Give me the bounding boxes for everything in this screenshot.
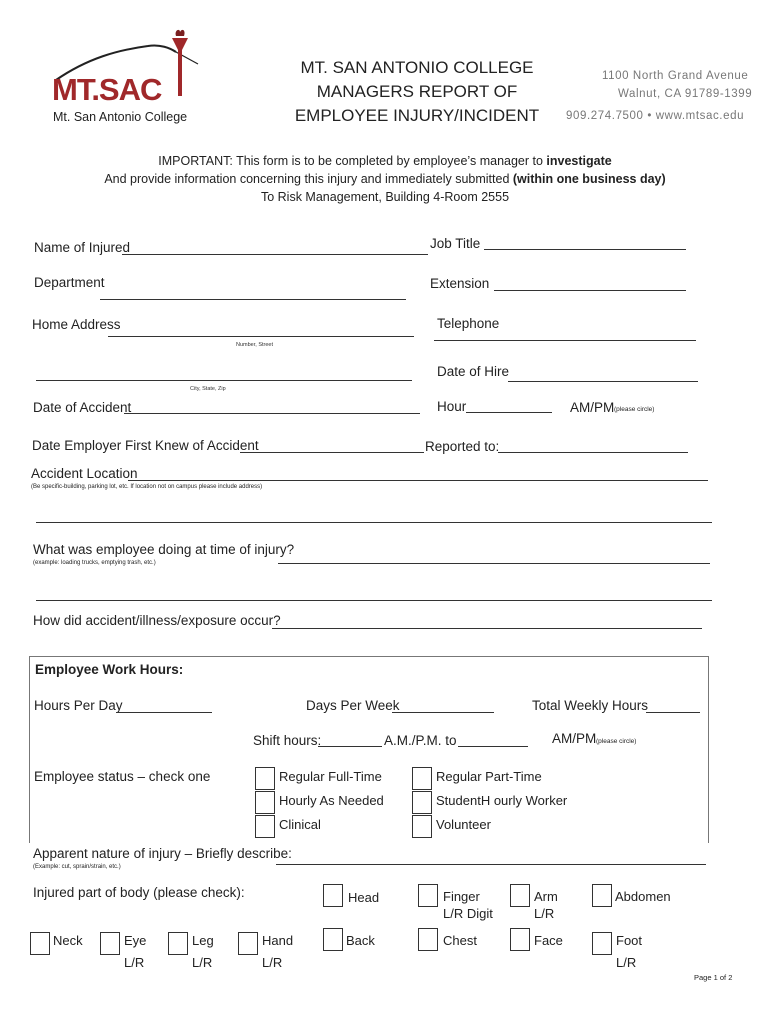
body-label-arm: Arm (534, 889, 558, 904)
body-checkbox-eye[interactable] (100, 932, 120, 955)
logo-subtitle: Mt. San Antonio College (53, 110, 188, 124)
important-line-2: And provide information concerning this injury and immediately submitted (104, 172, 513, 186)
status-checkbox-clinical[interactable] (255, 815, 275, 838)
status-label-student-hourly: StudentH ourly Worker (436, 793, 568, 808)
shift-hours-label: Shift hours: (253, 733, 322, 748)
telephone-label: Telephone (437, 316, 500, 331)
date-employer-knew-line[interactable] (240, 452, 424, 453)
reported-to-label: Reported to: (425, 439, 500, 454)
how-occur-label: How did accident/illness/exposure occur? (33, 613, 281, 628)
accident-location-line-2[interactable] (36, 522, 712, 523)
body-checkbox-neck[interactable] (30, 932, 50, 955)
body-label-face: Face (534, 933, 563, 948)
body-label-neck: Neck (53, 933, 83, 948)
reported-to-line[interactable] (498, 452, 688, 453)
date-of-hire-line[interactable] (508, 381, 698, 382)
body-label-leg: Leg (192, 933, 214, 948)
extension-label: Extension (430, 276, 490, 291)
status-checkbox-regular-part-time[interactable] (412, 767, 432, 790)
how-occur-line[interactable] (272, 628, 702, 629)
body-checkbox-arm[interactable] (510, 884, 530, 907)
body-checkbox-chest[interactable] (418, 928, 438, 951)
extension-line[interactable] (494, 290, 686, 291)
home-address-label: Home Address (32, 317, 121, 332)
body-label-hand-lr: L/R (262, 955, 283, 970)
name-of-injured-line[interactable] (122, 254, 428, 255)
important-notice (0, 152, 770, 206)
hours-per-day-label: Hours Per Day (34, 698, 123, 713)
name-of-injured-label: Name of Injured (34, 240, 131, 255)
form-title-line-2: MANAGERS REPORT OF (316, 82, 518, 101)
shift-ampm-label: AM/PM (552, 731, 597, 746)
date-of-hire-label: Date of Hire (437, 364, 510, 379)
city-state-zip-hint: City, State, Zip (190, 386, 226, 392)
what-doing-hint: (example: loading trucks, emptying trash, etc.) (33, 560, 156, 566)
body-label-foot: Foot (616, 933, 643, 948)
hour-label: Hour (437, 399, 467, 414)
body-label-head: Head (348, 890, 380, 905)
employee-status-label: Employee status – check one (34, 769, 211, 784)
department-line[interactable] (100, 299, 406, 300)
body-checkbox-back[interactable] (323, 928, 343, 951)
what-doing-label: What was employee doing at time of injury? (33, 542, 295, 557)
important-line-2-bold: (within one business day) (512, 172, 666, 186)
important-line-1-bold: investigate (546, 154, 612, 168)
shift-start-line[interactable] (318, 746, 382, 747)
department-label: Department (34, 275, 105, 290)
body-checkbox-finger[interactable] (418, 884, 438, 907)
status-label-regular-full-time: Regular Full-Time (279, 769, 382, 784)
accident-location-line[interactable] (128, 480, 708, 481)
number-street-hint: Number, Street (236, 342, 273, 348)
accident-ampm-label: AM/PM (570, 400, 615, 415)
body-label-arm-lr: L/R (534, 906, 555, 921)
accident-location-label: Accident Location (31, 466, 138, 481)
telephone-line[interactable] (434, 340, 696, 341)
important-line-3: To Risk Management, Building 4-Room 2555 (260, 190, 510, 204)
date-of-accident-line[interactable] (124, 413, 420, 414)
shift-ampm-to-label: A.M./P.M. to (384, 733, 457, 748)
body-label-finger: Finger (443, 889, 480, 904)
total-weekly-hours-label: Total Weekly Hours (532, 698, 649, 713)
shift-please-circle: (please circle) (596, 738, 637, 745)
contact-line: 909.274.7500 • www.mtsac.edu (566, 110, 745, 122)
body-checkbox-head[interactable] (323, 884, 343, 907)
date-of-accident-label: Date of Accident (33, 400, 132, 415)
work-hours-heading: Employee Work Hours: (35, 662, 184, 677)
status-label-hourly-as-needed: Hourly As Needed (279, 793, 384, 808)
logo-wordmark: MT.SAC (52, 72, 162, 107)
shift-end-line[interactable] (458, 746, 528, 747)
body-checkbox-leg[interactable] (168, 932, 188, 955)
body-checkbox-foot[interactable] (592, 932, 612, 955)
body-label-foot-lr: L/R (616, 955, 637, 970)
status-label-volunteer: Volunteer (436, 817, 491, 832)
days-per-week-label: Days Per Week (306, 698, 400, 713)
body-checkbox-abdomen[interactable] (592, 884, 612, 907)
status-checkbox-student-hourly[interactable] (412, 791, 432, 814)
body-label-finger-digit: L/R Digit (443, 906, 493, 921)
form-title-line-3: EMPLOYEE INJURY/INCIDENT (294, 106, 540, 125)
home-address-line[interactable] (108, 336, 414, 337)
body-checkbox-hand[interactable] (238, 932, 258, 955)
status-label-clinical: Clinical (279, 817, 321, 832)
college-logo (48, 28, 208, 128)
important-line-1: IMPORTANT: This form is to be completed by employee’s manager to (158, 154, 547, 168)
status-checkbox-regular-full-time[interactable] (255, 767, 275, 790)
accident-location-hint: (Be specific-building, parking lot, etc. If location not on campus please include address) (31, 484, 263, 490)
address-line-2: Walnut, CA 91789-1399 (618, 88, 753, 100)
accident-please-circle: (please circle) (614, 406, 655, 413)
total-weekly-hours-line[interactable] (646, 712, 700, 713)
nature-of-injury-line[interactable] (276, 864, 706, 865)
city-state-zip-line[interactable] (36, 380, 412, 381)
body-label-back: Back (346, 933, 375, 948)
what-doing-line-2[interactable] (36, 600, 712, 601)
status-label-regular-part-time: Regular Part-Time (436, 769, 542, 784)
hour-line[interactable] (466, 412, 552, 413)
form-title (282, 56, 552, 128)
address-line-1: 1100 North Grand Avenue (602, 70, 749, 82)
body-label-hand: Hand (262, 933, 294, 948)
job-title-line[interactable] (484, 249, 686, 250)
nature-of-injury-label: Apparent nature of injury – Briefly describe: (33, 846, 292, 861)
status-checkbox-hourly-as-needed[interactable] (255, 791, 275, 814)
body-checkbox-face[interactable] (510, 928, 530, 951)
status-checkbox-volunteer[interactable] (412, 815, 432, 838)
body-label-leg-lr: L/R (192, 955, 213, 970)
body-label-eye-lr: L/R (124, 955, 145, 970)
job-title-label: Job Title (430, 236, 481, 251)
body-label-abdomen: Abdomen (615, 889, 671, 904)
form-title-line-1: MT. SAN ANTONIO COLLEGE (300, 58, 534, 77)
date-employer-knew-label: Date Employer First Knew of Accident (32, 438, 259, 453)
page-number: Page 1 of 2 (694, 973, 733, 982)
body-label-eye: Eye (124, 933, 147, 948)
work-hours-box (29, 656, 709, 843)
injured-body-part-label: Injured part of body (please check): (33, 885, 245, 900)
nature-of-injury-hint: (Example: cut, sprain/strain, etc.) (33, 864, 121, 870)
body-label-chest: Chest (443, 933, 477, 948)
what-doing-line[interactable] (278, 563, 710, 564)
hours-per-day-line[interactable] (116, 712, 212, 713)
days-per-week-line[interactable] (392, 712, 494, 713)
